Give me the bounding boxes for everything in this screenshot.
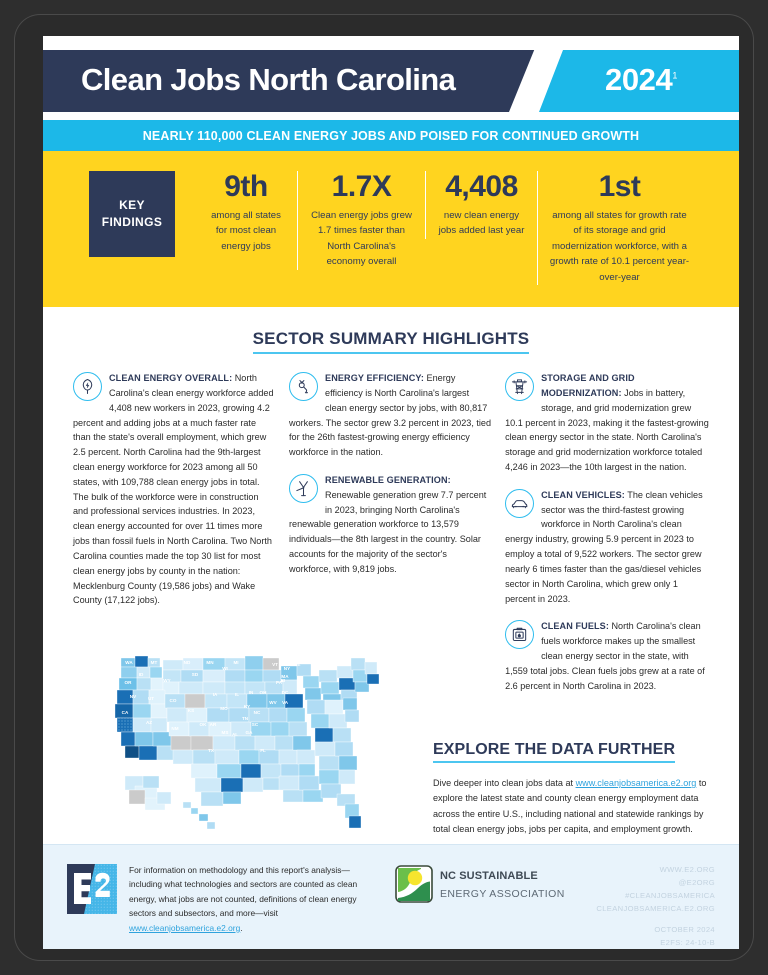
explore-body-post: to explore the latest state and county clean energy employment data across the entire U.S., including national and statewide rankings by total clean energy jobs, jobs per capita, and employment growth. xyxy=(433,778,707,834)
sector-body: The clean vehicles sector was the third-fastest growing workforce in North Carolina's clean energy industry, growing 5.9 percent in 2023 to employ a total of 9,522 workers. The sector grew nearly 6 times faster than the gas/diesel vehicles sector in North Carolina, which grew only 1 percent in 2023. xyxy=(505,489,703,604)
wind-turbine-icon xyxy=(289,474,318,503)
svg-text:NH: NH xyxy=(287,658,295,663)
report-year-footnote: 1 xyxy=(672,70,677,81)
footer-meta-item: @E2ORG xyxy=(678,878,715,888)
svg-text:PA: PA xyxy=(275,680,283,685)
sector-block-text xyxy=(289,473,491,577)
map-svg xyxy=(79,636,409,851)
report-year xyxy=(605,62,677,98)
svg-text:AL: AL xyxy=(231,732,239,737)
ncsea-logo-mark xyxy=(395,865,433,903)
svg-text:WI: WI xyxy=(222,666,228,671)
svg-text:DC: DC xyxy=(281,690,289,695)
svg-text:CA: CA xyxy=(121,710,129,715)
svg-text:IL: IL xyxy=(234,692,240,697)
svg-text:MA: MA xyxy=(281,674,289,679)
sector-body: North Carolina's clean fuels workforce makes up the smallest clean energy sector in the state, with 1,559 total jobs. Clean fuels jobs grew at a rate of 2.6 percent in North Carolina in 2023. xyxy=(505,621,705,691)
methodology-text xyxy=(129,863,359,935)
sector-heading: ENERGY EFFICIENCY: xyxy=(325,373,425,384)
svg-text:OH: OH xyxy=(259,690,267,695)
svg-text:MT: MT xyxy=(150,660,158,665)
svg-text:TX: TX xyxy=(208,748,214,753)
stat-number: 4,408 xyxy=(445,170,518,203)
methodology-link[interactable]: www.cleanjobsamerica.e2.org xyxy=(129,922,241,933)
svg-text:ID: ID xyxy=(138,672,144,677)
footer-meta-spacer xyxy=(596,915,715,923)
sector-block-text xyxy=(505,619,709,693)
sector-body: North Carolina's clean energy workforce added 4,408 new workers in 2023, growing 4.2 percent and adding jobs at a much faster rate than the state's overall employment, which grew 2.5 percent. North Carolina had the 9th-largest clean energy workforce for 2023 among all 50 states, with 109,788 clean energy jobs in total. The bulk of the workforce were in construction and professional services industries. In 2023, clean energy accounted for over 11 times more jobs than fossil fuels in North Carolina. Two North Carolina counties made the top 30 list for most clean energy jobs by county in the nation: Mecklenburg County (19,586 jobs) and Wake County (17,122 jobs). xyxy=(73,373,274,606)
sector-column-3 xyxy=(505,371,709,706)
ncsea-name-line1: NC SUSTAINABLE xyxy=(440,870,538,882)
svg-text:SC: SC xyxy=(251,722,259,727)
sector-summary-header xyxy=(43,307,739,354)
key-finding-stat xyxy=(195,171,297,254)
svg-text:MN: MN xyxy=(206,660,214,665)
svg-text:KY: KY xyxy=(243,704,251,709)
sector-body: Renewable generation grew 7.7 percent in 2023, bringing North Carolina's renewable generation workforce to 13,579 individuals—the 8th largest in the country. Solar accounts for the majority of the sector's workforce, with 9,819 jobs. xyxy=(289,489,487,574)
sector-block-clean-energy-overall xyxy=(73,371,275,608)
key-findings-badge-line2: FINDINGS xyxy=(101,215,163,229)
map-counties xyxy=(115,656,379,829)
sector-heading: STORAGE AND GRID MODERNIZATION: xyxy=(541,373,635,398)
e2-logo xyxy=(67,864,117,914)
footer-meta xyxy=(596,863,715,949)
svg-text:IN: IN xyxy=(248,690,254,695)
car-icon xyxy=(505,489,534,518)
key-finding-stat xyxy=(537,171,701,285)
svg-text:AZ: AZ xyxy=(145,720,153,725)
leaf-bolt-icon xyxy=(73,372,102,401)
sector-block-text xyxy=(73,371,275,608)
stat-number: 9th xyxy=(224,170,268,203)
svg-text:NY: NY xyxy=(283,666,291,671)
plug-icon xyxy=(289,372,318,401)
key-finding-stat xyxy=(425,171,537,239)
ncsea-logo-text xyxy=(440,866,565,902)
svg-text:UT: UT xyxy=(147,696,155,701)
page-header xyxy=(43,50,739,112)
sector-block-storage-grid-modernization xyxy=(505,371,709,475)
svg-text:GA: GA xyxy=(245,730,253,735)
sector-heading: CLEAN VEHICLES: xyxy=(541,489,625,500)
explore-title-wrap xyxy=(433,741,713,763)
methodology-post: . xyxy=(240,922,243,933)
device-frame xyxy=(14,14,754,961)
svg-text:WY: WY xyxy=(163,678,171,683)
ncsea-logo xyxy=(395,865,565,903)
subheader-band xyxy=(43,120,739,151)
sector-block-renewable-generation xyxy=(289,473,491,577)
svg-text:ME: ME xyxy=(293,662,301,667)
stat-number: 1.7X xyxy=(331,170,392,203)
svg-text:SD: SD xyxy=(191,672,199,677)
sector-summary-title: SECTOR SUMMARY HIGHLIGHTS xyxy=(253,329,530,354)
svg-text:NC: NC xyxy=(253,710,261,715)
subheader-text: NEARLY 110,000 CLEAN ENERGY JOBS AND POISED FOR CONTINUED GROWTH xyxy=(142,128,640,143)
stat-description: new clean energy jobs added last year xyxy=(438,209,525,237)
stat-description: among all states for growth rate of its storage and grid modernization workforce, with a growth rate of 10.1 percent year-over-year xyxy=(549,209,690,283)
explore-title: EXPLORE THE DATA FURTHER xyxy=(433,741,675,763)
svg-text:OR: OR xyxy=(124,680,132,685)
page-footer xyxy=(43,844,739,949)
svg-text:NV: NV xyxy=(129,694,137,699)
key-findings-badge xyxy=(89,171,175,257)
svg-text:KS: KS xyxy=(187,708,195,713)
svg-text:AK: AK xyxy=(139,762,147,767)
explore-body xyxy=(433,776,713,837)
infographic-page xyxy=(43,36,739,949)
svg-text:MI: MI xyxy=(233,660,239,665)
stat-description: Clean energy jobs grew 1.7 times faster than North Carolina's economy overall xyxy=(311,209,412,268)
footer-meta-date: OCTOBER 2024 xyxy=(654,925,715,935)
explore-body-pre: Dive deeper into clean jobs data at xyxy=(433,778,576,788)
svg-text:ND: ND xyxy=(183,660,191,665)
footer-meta-code: E2FS: 24-10-B xyxy=(660,938,715,948)
svg-text:IA: IA xyxy=(212,692,218,697)
sector-block-text xyxy=(505,488,709,607)
key-findings-badge-line1: KEY xyxy=(119,197,145,212)
svg-text:CO: CO xyxy=(169,698,177,703)
methodology-pre: For information on methodology and this report's analysis—including what technologies and sectors are counted as clean energy, what jobs are not counted, definitions of clean energy sectors and subsectors, and more—visit xyxy=(129,865,358,919)
footer-meta-item: #CLEANJOBSAMERICA xyxy=(625,891,715,901)
transmission-tower-icon xyxy=(505,372,534,401)
page-title: Clean Jobs North Carolina xyxy=(81,62,456,97)
svg-text:WV: WV xyxy=(269,700,277,705)
explore-data-section xyxy=(433,741,713,837)
key-finding-stat xyxy=(297,171,425,270)
svg-text:VA: VA xyxy=(281,700,289,705)
svg-text:VT: VT xyxy=(272,662,278,667)
svg-text:WA: WA xyxy=(125,660,133,665)
sector-heading: CLEAN FUELS: xyxy=(541,621,609,632)
sector-block-text xyxy=(505,371,709,475)
svg-text:RI: RI xyxy=(280,678,286,683)
key-findings-section xyxy=(43,151,739,307)
stat-description: among all states for most clean energy jobs xyxy=(211,209,281,252)
sector-block-clean-vehicles xyxy=(505,488,709,607)
svg-text:MS: MS xyxy=(221,730,229,735)
ncsea-name-line2: ENERGY ASSOCIATION xyxy=(440,888,565,900)
svg-text:AR: AR xyxy=(209,722,217,727)
svg-text:NM: NM xyxy=(171,726,179,731)
report-year-value: 2024 xyxy=(605,62,673,97)
sector-block-clean-fuels xyxy=(505,619,709,693)
sector-block-text xyxy=(289,371,491,460)
cleanjobsamerica-link[interactable]: www.cleanjobsamerica.e2.org xyxy=(575,778,697,788)
footer-meta-item: WWW.E2.ORG xyxy=(659,865,715,874)
sector-body: Energy efficiency is North Carolina's largest clean energy sector by jobs, with 80,817 workers. The sector grew 3.2 percent in 2023, tied for the 26th fastest-growing energy efficiency workforce in the nation. xyxy=(289,373,492,458)
svg-text:HI: HI xyxy=(180,764,186,769)
svg-text:MO: MO xyxy=(220,706,228,711)
svg-text:FL: FL xyxy=(260,748,266,753)
sector-block-energy-efficiency xyxy=(289,371,491,460)
us-county-choropleth-map xyxy=(79,636,409,851)
footer-meta-item: CLEANJOBSAMERICA.E2.ORG xyxy=(596,904,715,914)
sector-heading: RENEWABLE GENERATION: xyxy=(325,475,451,486)
sector-body: Jobs in battery, storage, and grid modernization grew 10.1 percent in 2023, making it the fastest-growing clean energy sector in the state. North Carolina's storage and grid modernization workforce totaled 4,246 in 2023—the 10th largest in the nation. xyxy=(505,387,709,473)
svg-text:TN: TN xyxy=(241,716,249,721)
sector-heading: CLEAN ENERGY OVERALL: xyxy=(109,373,233,384)
stat-number: 1st xyxy=(598,170,641,203)
svg-text:OK: OK xyxy=(199,722,207,727)
